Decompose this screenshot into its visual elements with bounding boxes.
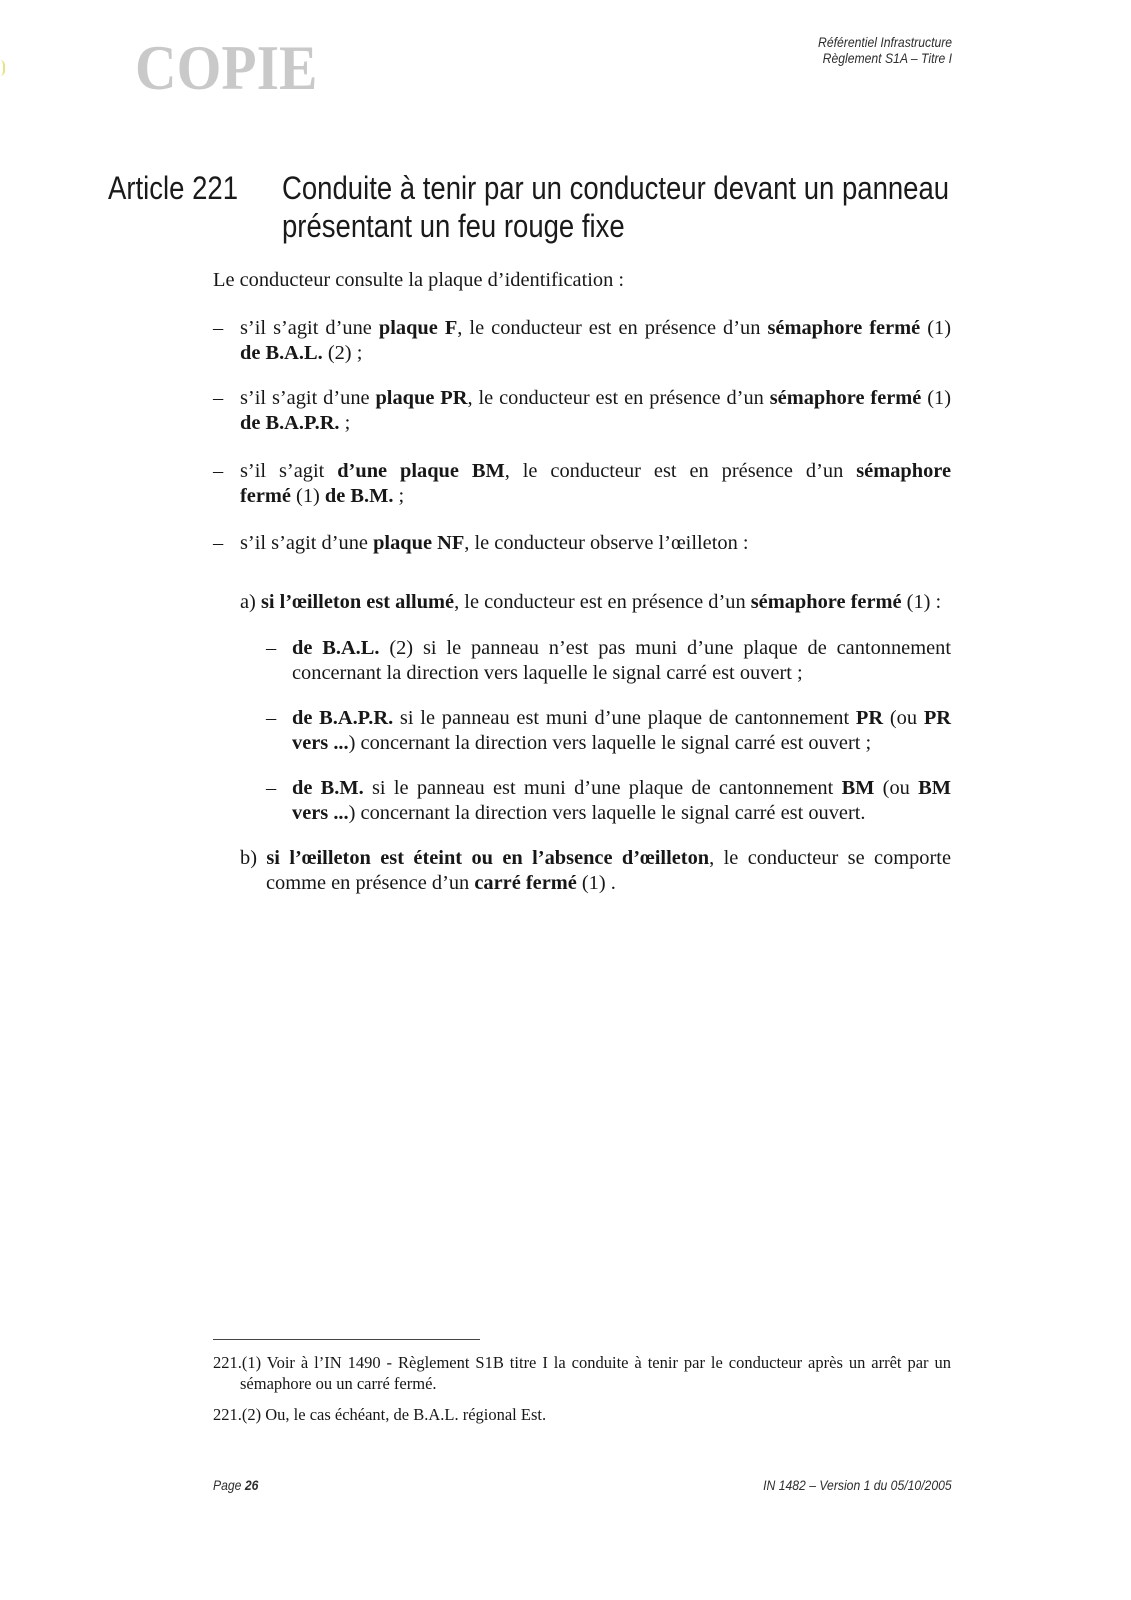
text-run: , le conducteur est en présence d’un [467, 387, 770, 409]
text-run: b) [240, 847, 267, 869]
bold-text: si l’œilleton est allumé [260, 591, 455, 613]
text-run: , le conducteur est en présence d’un [457, 317, 768, 339]
footnote [213, 1404, 951, 1425]
text-line [292, 801, 951, 826]
case-a-paragraph [240, 590, 951, 615]
bold-text: sémaphore fermé [767, 317, 921, 339]
text-line [292, 776, 951, 801]
text-run: a) [240, 591, 261, 613]
page-number [213, 1477, 258, 1493]
text-line [266, 871, 951, 896]
list-dash: – [213, 532, 224, 554]
document-reference: IN 1482 – Version 1 du 05/10/2005 [763, 1477, 952, 1493]
text-line [240, 484, 951, 509]
text-line [240, 386, 951, 411]
bold-text: sémaphore fermé [769, 387, 922, 409]
scan-edge-mark [0, 60, 5, 76]
header-reference: Référentiel Infrastructure [817, 34, 952, 50]
text-run: 221.(2) Ou, le cas échéant, de B.A.L. régional Est. [213, 1405, 547, 1424]
list-item [213, 531, 951, 556]
bold-text: plaque NF [373, 532, 465, 554]
list-item [213, 386, 952, 435]
text-run: , le conducteur observe l’œilleton : [464, 532, 749, 554]
bold-text: sémaphore [856, 460, 951, 482]
bold-text: PR [855, 707, 884, 729]
text-line [240, 341, 951, 366]
page-number-value: 26 [244, 1477, 259, 1493]
article-number: Article 221 [108, 170, 239, 206]
text-run: (1) [290, 484, 325, 507]
text-line [292, 636, 951, 661]
text-run: s’il s’agit [240, 460, 338, 482]
text-run: s’il s’agit d’une [240, 317, 379, 339]
list-dash: – [213, 387, 224, 409]
text-run: ; [393, 484, 405, 507]
page-label: Page [213, 1477, 242, 1493]
sub-list-item [266, 706, 951, 755]
bold-text: de B.M. [292, 777, 364, 799]
bold-text: carré fermé [474, 871, 577, 894]
text-run: s’il s’agit d’une [240, 532, 374, 554]
text-line [292, 706, 951, 731]
article-title-line: Conduite à tenir par un conducteur devant un panneau [282, 170, 950, 206]
text-line [240, 846, 951, 871]
list-item [213, 459, 951, 508]
bold-text: plaque PR [375, 387, 468, 409]
list-dash: – [266, 777, 277, 799]
case-b-text [240, 846, 951, 895]
bold-text: de B.M. [324, 484, 394, 507]
list-item-text [240, 386, 951, 435]
text-run: sémaphore ou un carré fermé. [240, 1374, 437, 1393]
bold-text: BM [841, 777, 875, 799]
bold-text: d’une plaque BM [337, 460, 505, 482]
text-run: ) concernant la direction vers laquelle le signal carré est ouvert ; [348, 731, 872, 754]
text-run: ; [339, 411, 351, 434]
text-run: si le panneau est muni d’une plaque de cantonnement [393, 707, 856, 729]
bold-text: vers ... [292, 731, 349, 754]
text-run: comme en présence d’un [266, 871, 475, 894]
article-title [282, 169, 1058, 245]
bold-text: de B.A.P.R. [240, 411, 340, 434]
bold-text: vers ... [292, 801, 349, 824]
bold-text: de B.A.L. [240, 341, 323, 364]
list-item-text [240, 316, 951, 365]
sub-list-item [266, 636, 951, 685]
text-run: ) concernant la direction vers laquelle le signal carré est ouvert. [348, 801, 866, 824]
text-line [240, 316, 951, 341]
list-dash: – [213, 460, 224, 482]
bold-text: de B.A.L. [292, 637, 380, 659]
sub-list-item-text [292, 776, 951, 825]
footnote-text [213, 1404, 951, 1425]
bold-text: fermé [240, 484, 291, 507]
intro-paragraph: Le conducteur consulte la plaque d’identification : [213, 269, 625, 291]
text-run: (ou [883, 707, 924, 729]
text-line [240, 459, 951, 484]
text-line [240, 590, 951, 615]
list-dash: – [266, 637, 277, 659]
text-run: (2) ; [322, 341, 363, 364]
case-a-text [240, 590, 951, 615]
text-run: (1) . [576, 871, 616, 894]
header-regulation: Règlement S1A – Titre I [822, 50, 952, 66]
text-run: concernant la direction vers laquelle le signal carré est ouvert ; [292, 661, 803, 684]
bold-text: de B.A.P.R. [292, 707, 394, 729]
sub-list-item-text [292, 636, 951, 685]
text-run: (ou [874, 777, 919, 799]
text-run: , le conducteur se comporte [709, 847, 951, 869]
text-run: , le conducteur est en présence d’un [454, 591, 751, 613]
bold-text: sémaphore fermé [750, 591, 902, 613]
text-run: 221.(1) Voir à l’IN 1490 - Règlement S1B titre I la conduite à tenir par le conducteur après un arrêt par un [213, 1353, 951, 1372]
text-line [213, 1404, 951, 1425]
list-item-text [240, 531, 951, 556]
list-item [213, 316, 952, 365]
text-run: (1) [921, 387, 952, 409]
text-run: s’il s’agit d’une [240, 387, 376, 409]
text-line [240, 411, 951, 436]
article-title-line: présentant un feu rouge fixe [282, 208, 625, 244]
running-header [798, 34, 952, 66]
text-line [292, 661, 951, 686]
text-run: (1) [920, 317, 952, 339]
text-run: (1) : [901, 591, 942, 613]
list-dash: – [213, 317, 224, 339]
text-run: , le conducteur est en présence d’un [504, 460, 857, 482]
sub-list-item [266, 776, 951, 825]
sub-list-item-text [292, 706, 951, 755]
bold-text: plaque F [378, 317, 458, 339]
footnote [213, 1352, 951, 1394]
text-line [292, 731, 951, 756]
case-b-paragraph [240, 846, 951, 895]
footnote-text [213, 1352, 951, 1394]
list-dash: – [266, 707, 277, 729]
bold-text: BM [918, 777, 951, 799]
text-run: (2) si le panneau n’est pas muni d’une plaque de cantonnement [379, 637, 951, 659]
copy-watermark: COPIE [135, 32, 318, 103]
text-run: si le panneau est muni d’une plaque de cantonnement [363, 777, 842, 799]
bold-text: PR [923, 707, 951, 729]
bold-text: si l’œilleton est éteint ou en l’absence d’œilleton [266, 847, 710, 869]
text-line [240, 531, 951, 556]
text-line [213, 1352, 951, 1373]
text-line [240, 1373, 951, 1394]
footnote-separator [213, 1339, 480, 1340]
list-item-text [240, 459, 951, 508]
